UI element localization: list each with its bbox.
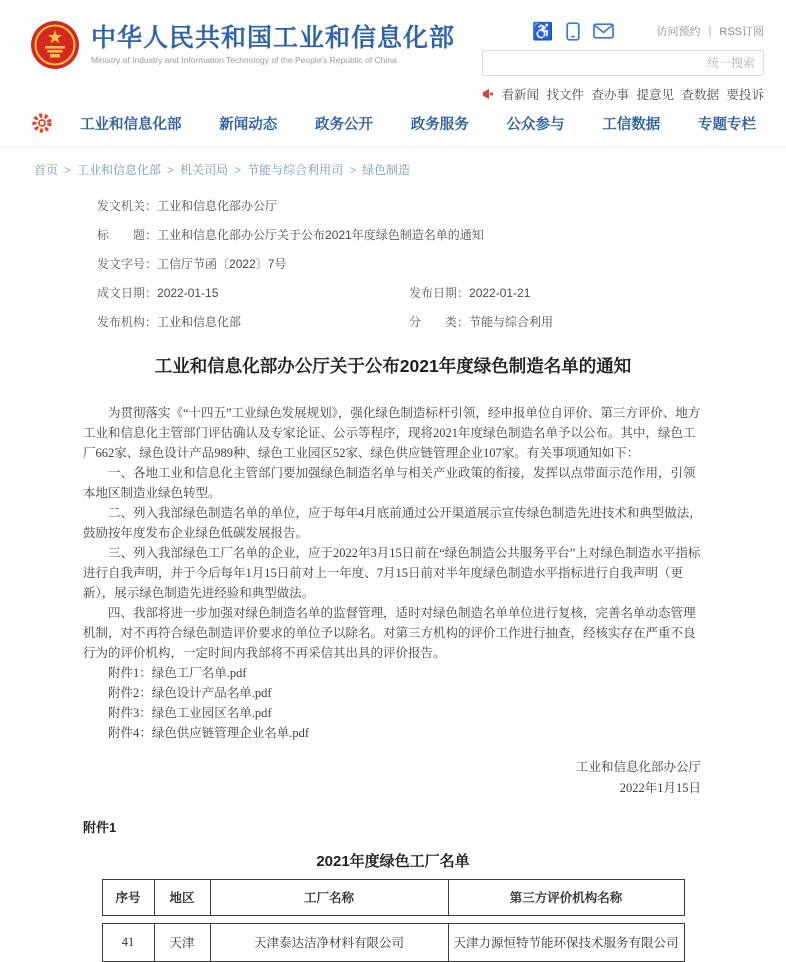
annex-label: 附件1 bbox=[83, 819, 117, 835]
cell-factory-name: 天津泰达洁净材料有限公司 bbox=[210, 923, 448, 961]
search-input[interactable] bbox=[482, 50, 764, 76]
nav-items bbox=[80, 113, 756, 134]
quick-link-services[interactable]: 查办事 bbox=[591, 88, 629, 102]
attachment-link-green-factory[interactable]: 附件1：绿色工厂名单.pdf bbox=[108, 665, 247, 680]
breadcrumb-miit[interactable]: 工业和信息化部 bbox=[77, 163, 162, 177]
header-top-links bbox=[657, 23, 764, 39]
meta-value-publish-org: 工业和信息化部 bbox=[157, 315, 242, 329]
cell-region: 天津 bbox=[154, 923, 210, 961]
breadcrumb-separator: > bbox=[167, 162, 175, 177]
meta-pair-written-date bbox=[97, 285, 409, 301]
column-header-region: 地区 bbox=[154, 879, 210, 915]
nav-item-special-topics[interactable]: 专题专栏 bbox=[698, 116, 756, 133]
body-paragraph: 为贯彻落实《“十四五”工业绿色发展规划》，强化绿色制造标杆引领，经申报单位自评价、第三方评价、地方工业和信息化主管部门评估确认及专家论证、公示等程序，现将2021年度绿色制造名单予以公布。其中，绿色工厂662家、绿色设计产品989种、绿色工业园区52家、绿色供应链管理企业107家。有关事项通知如下： bbox=[83, 405, 701, 460]
quick-link-suggestions[interactable]: 提意见 bbox=[636, 88, 674, 102]
meta-label: 分 类： bbox=[409, 315, 470, 329]
meta-label: 发文字号： bbox=[97, 257, 158, 271]
quick-link-data[interactable]: 查数据 bbox=[681, 88, 719, 102]
mobile-icon[interactable] bbox=[566, 22, 580, 41]
annex-table-title: 2021年度绿色工厂名单 bbox=[316, 852, 470, 870]
breadcrumb-departments[interactable]: 机关司局 bbox=[180, 163, 229, 177]
header-top-row bbox=[482, 20, 764, 42]
annex-table-header bbox=[102, 879, 685, 916]
site-header bbox=[0, 0, 786, 105]
nav-item-miit[interactable]: 工业和信息化部 bbox=[80, 116, 182, 133]
rss-subscribe-link[interactable]: RSS订阅 bbox=[719, 26, 764, 38]
meta-value-category: 节能与综合利用 bbox=[469, 315, 554, 329]
body-paragraph: 三、列入我部绿色工厂名单的企业，应于2022年3月15日前在“绿色制造公共服务平台”上对绿色制造水平指标进行自我声明，并于今后每年1月15日前对上一年度、7月15日前对半年度绿色制造水平指标进行自我声明（更新），展示绿色制造先进经验和典型做法。 bbox=[83, 545, 701, 600]
annex-table-data bbox=[102, 923, 685, 962]
column-header-factory-name: 工厂名称 bbox=[210, 879, 448, 915]
document-body bbox=[83, 403, 703, 743]
quick-link-news[interactable]: 看新闻 bbox=[501, 88, 539, 102]
nav-item-gov-services[interactable]: 政务服务 bbox=[410, 116, 469, 133]
site-subtitle: Ministry of Industry and Information Technology of the People's Republic of China bbox=[91, 55, 397, 66]
meta-value-title: 工业和信息化部办公厅关于公布2021年度绿色制造名单的通知 bbox=[157, 228, 484, 242]
meta-label: 发布机构： bbox=[97, 315, 158, 329]
meta-label: 发布日期： bbox=[409, 286, 470, 300]
meta-value-issuing-org: 工业和信息化部办公厅 bbox=[157, 199, 278, 213]
breadcrumb-home[interactable]: 首页 bbox=[34, 163, 59, 177]
meta-pair-category bbox=[409, 314, 553, 330]
nav-item-news[interactable]: 新闻动态 bbox=[219, 116, 278, 133]
header-right bbox=[482, 20, 764, 103]
document-meta bbox=[83, 178, 703, 330]
breadcrumb-separator: > bbox=[64, 162, 72, 177]
breadcrumb-separator: > bbox=[349, 162, 357, 177]
signature-date: 2022年1月15日 bbox=[619, 780, 701, 795]
header-icon-group bbox=[532, 22, 614, 41]
body-paragraph: 四、我部将进一步加强对绿色制造名单的监督管理，适时对绿色制造名单单位进行复核，完善名单动态管理机制，对不再符合绿色制造评价要求的单位予以除名。对第三方机构的评价工作进行抽查，经核实存在严重不良行为的评价机构，一定时间内我部将不再采信其出具的评价报告。 bbox=[83, 605, 696, 660]
megaphone-icon bbox=[482, 88, 494, 100]
meta-value-written-date: 2022-01-15 bbox=[157, 286, 219, 300]
meta-value-publish-date: 2022-01-21 bbox=[469, 286, 531, 300]
quick-link-documents[interactable]: 找文件 bbox=[546, 88, 584, 102]
quick-link-complaints[interactable]: 要投诉 bbox=[726, 88, 764, 102]
breadcrumb-separator: > bbox=[234, 162, 242, 177]
meta-row-title bbox=[97, 227, 703, 243]
meta-label: 标 题： bbox=[97, 228, 158, 242]
mail-icon[interactable] bbox=[593, 23, 614, 39]
accessibility-icon[interactable]: ♿ bbox=[532, 21, 554, 41]
meta-row-doc-number bbox=[97, 256, 703, 272]
meta-value-doc-number: 工信厅节函〔2022〕7号 bbox=[157, 257, 287, 271]
top-links-separator: | bbox=[708, 25, 712, 37]
meta-pair-publish-org bbox=[97, 314, 409, 330]
breadcrumb bbox=[0, 148, 786, 178]
meta-pair-publish-date bbox=[409, 285, 530, 301]
breadcrumb-green-manufacturing[interactable]: 绿色制造 bbox=[362, 163, 411, 177]
national-emblem-logo bbox=[30, 20, 80, 70]
breadcrumb-energy-dept[interactable]: 节能与综合利用司 bbox=[247, 163, 344, 177]
main-nav bbox=[0, 105, 786, 148]
cell-evaluator-name: 天津力源恒特节能环保技术服务有限公司 bbox=[448, 923, 684, 961]
attachment-link-green-design-products[interactable]: 附件2：绿色设计产品名单.pdf bbox=[108, 685, 272, 700]
signature-block bbox=[83, 757, 703, 799]
document-title: 工业和信息化部办公厅关于公布2021年度绿色制造名单的通知 bbox=[154, 356, 632, 376]
nav-item-data[interactable]: 工信数据 bbox=[602, 116, 661, 133]
meta-row-issuing-org bbox=[97, 198, 703, 214]
cell-serial: 41 bbox=[102, 923, 154, 961]
site-brand bbox=[30, 20, 455, 70]
site-title: 中华人民共和国工业和信息化部 bbox=[91, 23, 456, 52]
quick-links bbox=[482, 85, 764, 103]
brand-text bbox=[91, 25, 455, 66]
signature-org: 工业和信息化部办公厅 bbox=[575, 759, 701, 774]
table-header-row bbox=[102, 879, 684, 915]
table-row bbox=[102, 923, 684, 961]
meta-row-org-category bbox=[97, 314, 703, 330]
column-header-evaluator-name: 第三方评价机构名称 bbox=[448, 879, 684, 915]
meta-row-dates bbox=[97, 285, 703, 301]
attachment-link-green-supply-chain[interactable]: 附件4：绿色供应链管理企业名单.pdf bbox=[108, 725, 310, 740]
meta-label: 发文机关： bbox=[97, 199, 158, 213]
miit-gear-logo-icon bbox=[30, 111, 54, 135]
body-paragraph: 一、各地工业和信息化主管部门要加强绿色制造名单与相关产业政策的衔接，发挥以点带面示范作用，引领本地区制造业绿色转型。 bbox=[83, 465, 696, 500]
column-header-serial: 序号 bbox=[102, 879, 154, 915]
nav-item-public-participation[interactable]: 公众参与 bbox=[506, 116, 565, 133]
nav-item-gov-disclosure[interactable]: 政务公开 bbox=[315, 116, 373, 133]
attachment-link-green-industrial-parks[interactable]: 附件3：绿色工业园区名单.pdf bbox=[108, 705, 272, 720]
document-content bbox=[83, 178, 703, 962]
visit-reservation-link[interactable]: 访问预约 bbox=[656, 26, 701, 38]
body-paragraph: 二、列入我部绿色制造名单的单位，应于每年4月底前通过公开渠道展示宣传绿色制造先进技术和典型做法，鼓励按年度发布企业绿色低碳发展报告。 bbox=[83, 505, 702, 540]
meta-label: 成文日期： bbox=[97, 286, 158, 300]
